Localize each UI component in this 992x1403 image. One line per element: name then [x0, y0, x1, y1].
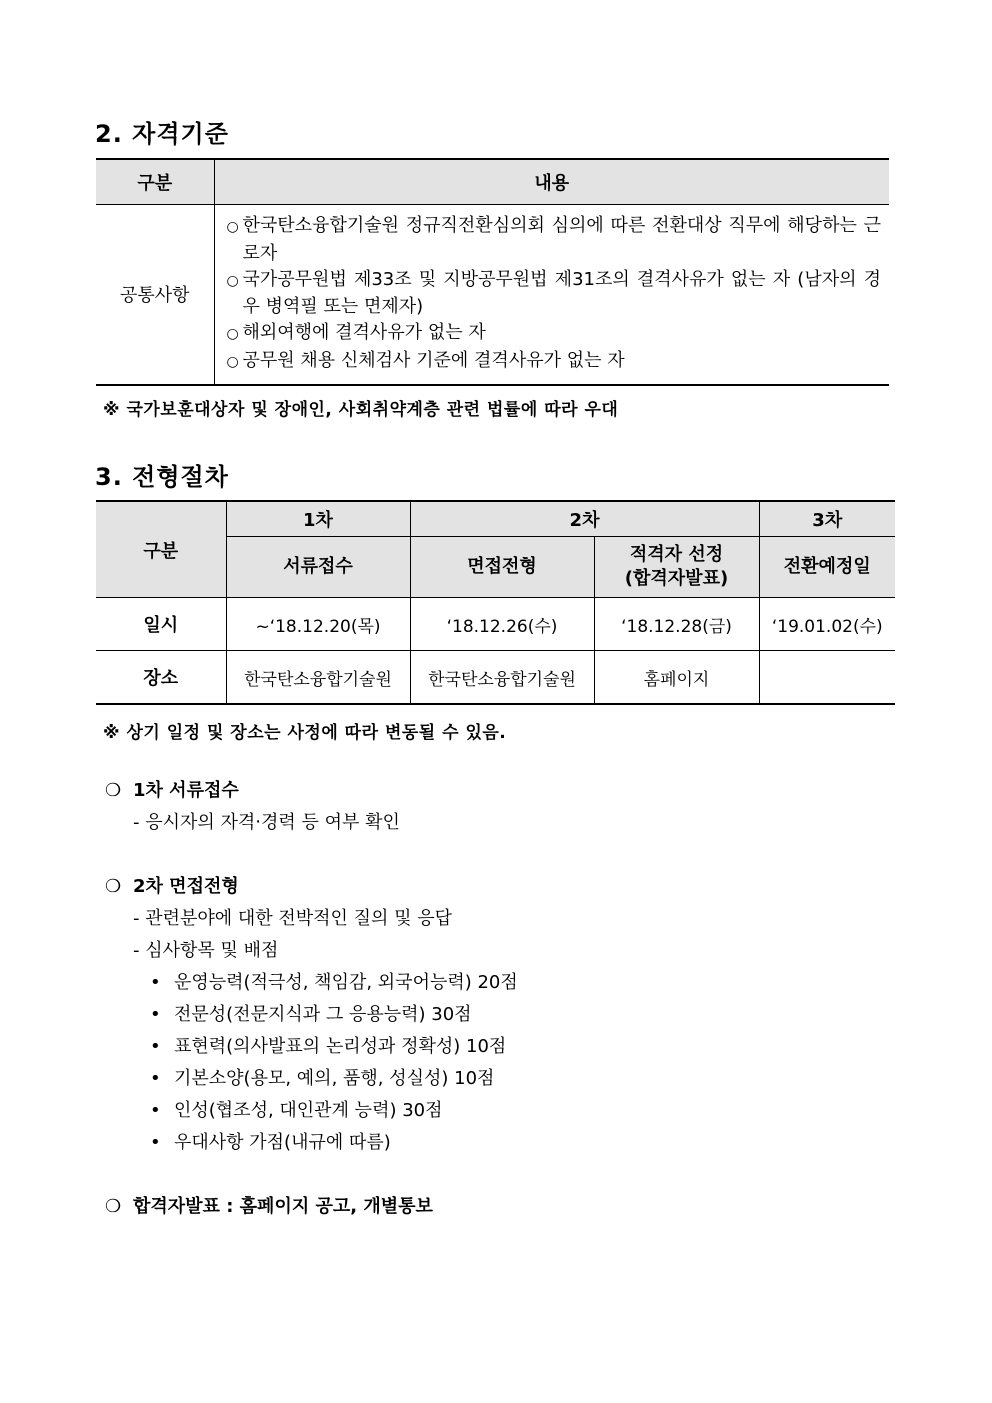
stage-1-header: 1차 [226, 501, 410, 537]
bullet-icon: • [150, 1036, 161, 1057]
table-corner-header: 구분 [96, 501, 226, 598]
category-cell: 공통사항 [96, 205, 214, 385]
section-2-title: 2. 자격기준 [95, 120, 229, 148]
criteria-item: • 운영능력(적극성, 책임감, 외국어능력) 20점 [150, 972, 518, 993]
circle-marker-icon: ○ [226, 219, 239, 235]
criteria-item: • 인성(협조성, 대인관계 능력) 30점 [150, 1100, 443, 1121]
row-label-place: 장소 [96, 651, 226, 705]
date-cell: ‘18.12.28(금) [594, 598, 759, 651]
date-cell: ‘18.12.26(수) [410, 598, 594, 651]
subheader-selection: 적격자 선정 (합격자발표) [594, 537, 759, 598]
bullet-icon: • [150, 1068, 161, 1089]
stage-2-criteria-title: - 심사항목 및 배점 [133, 940, 279, 961]
subheader-document: 서류접수 [226, 537, 410, 598]
circle-marker-icon: ○ [226, 272, 239, 289]
criteria-item: • 전문성(전문지식과 그 응용능력) 30점 [150, 1004, 472, 1025]
stage-2-header: 2차 [410, 501, 759, 537]
schedule-note: ※ 상기 일정 및 장소는 사정에 따라 변동될 수 있음. [103, 723, 507, 743]
requirement-item: ○ 공무원 채용 신체검사 기준에 결격사유가 없는 자 [227, 348, 882, 376]
subheader-conversion-date: 전환예정일 [759, 537, 895, 598]
criteria-item: • 표현력(의사발표의 논리성과 정확성) 10점 [150, 1036, 507, 1057]
requirement-item: ○ 국가공무원법 제33조 및 지방공무원법 제31조의 결격사유가 없는 자 (남자의 경우 병역필 또는 면제자) [226, 268, 881, 318]
place-cell [759, 651, 895, 705]
place-cell: 한국탄소융합기술원 [226, 651, 410, 705]
place-cell: 한국탄소융합기술원 [410, 651, 594, 705]
stage-1-description: - 응시자의 자격‧경력 등 여부 확인 [133, 812, 400, 833]
requirement-item: ○ 해외여행에 결격사유가 없는 자 [227, 320, 882, 348]
stage-1-heading: ❍ 1차 서류접수 [105, 780, 239, 801]
place-cell: 홈페이지 [594, 651, 759, 705]
requirement-item: ○ 한국탄소융합기술원 정규직전환심의회 심의에 따른 전환대상 직무에 해당하는 근로자 [226, 215, 881, 264]
subheader-interview: 면접전형 [410, 537, 594, 598]
circle-marker-icon: ○ [226, 353, 239, 370]
bullet-icon: • [150, 1132, 161, 1153]
table-header-content: 내용 [214, 159, 889, 205]
qualification-table [96, 158, 889, 386]
selection-process-table [96, 500, 895, 705]
date-cell: ~‘18.12.20(목) [226, 598, 410, 651]
table-header-category: 구분 [96, 159, 214, 205]
bullet-icon: • [150, 1100, 161, 1121]
criteria-item: • 우대사항 가점(내규에 따름) [150, 1132, 391, 1153]
announcement-heading: ❍ 합격자발표 : 홈페이지 공고, 개별통보 [105, 1196, 433, 1217]
preference-note: ※ 국가보훈대상자 및 장애인, 사회취약계층 관련 법률에 따라 우대 [103, 400, 619, 420]
stage-2-description: - 관련분야에 대한 전박적인 질의 및 응답 [133, 908, 453, 929]
section-3-title: 3. 전형절차 [95, 463, 229, 491]
circle-bullet-icon: ❍ [105, 1196, 122, 1217]
requirements-cell [214, 205, 889, 385]
stage-3-header: 3차 [759, 501, 895, 537]
row-label-date: 일시 [96, 598, 226, 651]
circle-marker-icon: ○ [226, 326, 239, 343]
circle-bullet-icon: ❍ [105, 876, 122, 897]
date-cell: ‘19.01.02(수) [759, 598, 895, 651]
stage-2-heading: ❍ 2차 면접전형 [105, 876, 239, 897]
bullet-icon: • [150, 972, 161, 993]
bullet-icon: • [150, 1004, 161, 1025]
criteria-item: • 기본소양(용모, 예의, 품행, 성실성) 10점 [150, 1068, 495, 1089]
circle-bullet-icon: ❍ [105, 780, 122, 801]
